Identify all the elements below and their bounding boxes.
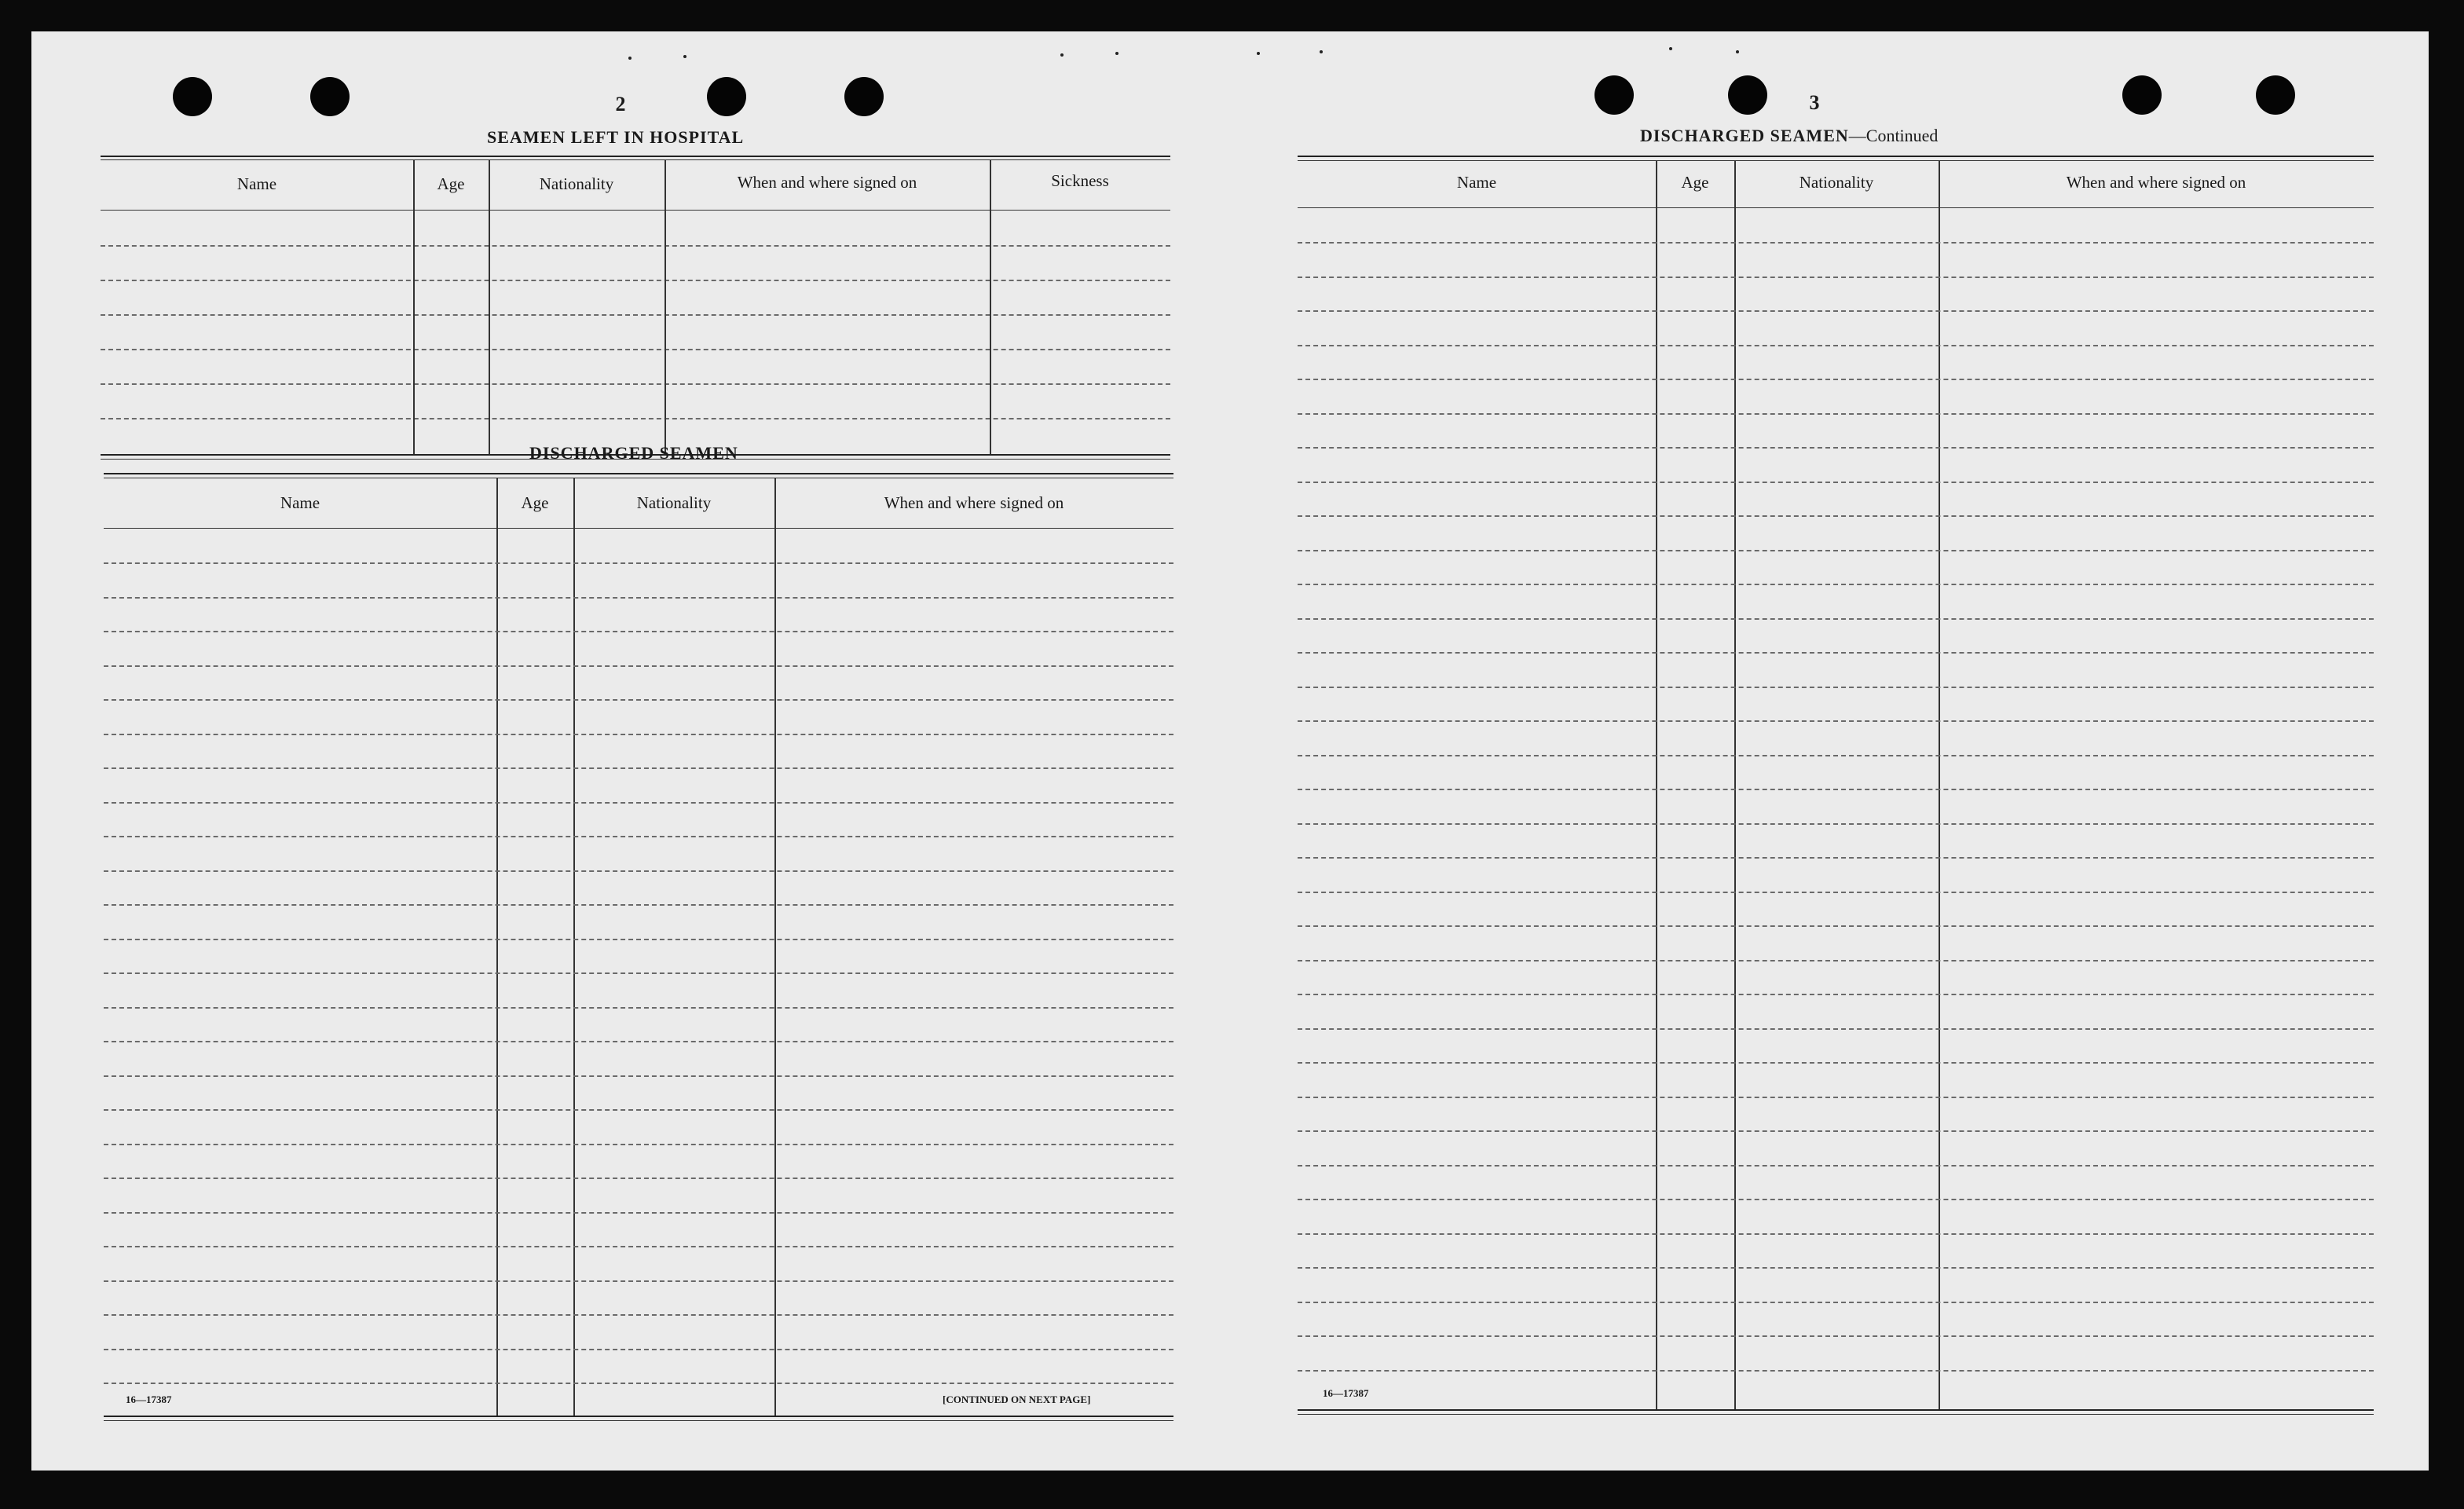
entry-row-line xyxy=(1298,413,2374,415)
entry-row-line xyxy=(104,1041,1173,1042)
entry-row-line xyxy=(104,631,1173,632)
column-header-name: Name xyxy=(1456,173,1497,192)
speck xyxy=(1115,52,1119,55)
speck xyxy=(1736,50,1739,53)
column-header-age: Age xyxy=(437,174,465,193)
form-number-right: 16—17387 xyxy=(1323,1387,1369,1399)
entry-row-line xyxy=(1298,1097,2374,1098)
entry-row-line xyxy=(104,939,1173,940)
punch-hole xyxy=(1594,75,1634,115)
entry-row-line xyxy=(104,1212,1173,1214)
entry-row-line xyxy=(1298,720,2374,722)
entry-row-line xyxy=(1298,1199,2374,1200)
entry-row-line xyxy=(104,665,1173,667)
continued-note: [CONTINUED ON NEXT PAGE] xyxy=(943,1394,1091,1405)
entry-row-line xyxy=(104,1280,1173,1282)
entry-row-line xyxy=(1298,447,2374,449)
entry-row-line xyxy=(104,699,1173,701)
discharged-section-title: DISCHARGED SEAMEN xyxy=(529,443,738,463)
hospital-table xyxy=(101,156,1170,462)
entry-row-line xyxy=(1298,1302,2374,1303)
entry-row-line xyxy=(1298,482,2374,483)
entry-row-line xyxy=(1298,925,2374,927)
entry-row-line xyxy=(1298,960,2374,961)
column-header-nationality: Nationality xyxy=(539,174,614,193)
entry-row-line xyxy=(1298,892,2374,893)
entry-row-line xyxy=(1298,1335,2374,1337)
form-number-left: 16—17387 xyxy=(126,1394,172,1405)
entry-row-line xyxy=(104,1075,1173,1077)
column-header-signed-on: When and where signed on xyxy=(884,493,1064,512)
punch-hole xyxy=(2122,75,2162,115)
entry-row-line xyxy=(1298,755,2374,756)
entry-row-line xyxy=(1298,310,2374,312)
entry-row-line xyxy=(104,870,1173,872)
column-header-age: Age xyxy=(521,493,549,512)
entry-row-line xyxy=(104,1246,1173,1247)
punch-hole xyxy=(310,77,350,116)
column-header-name: Name xyxy=(280,493,320,512)
column-header-sickness: Sickness xyxy=(1051,171,1109,190)
entry-row-line xyxy=(1298,1267,2374,1269)
punch-hole xyxy=(173,77,212,116)
speck xyxy=(683,55,686,58)
entry-row-line xyxy=(104,734,1173,735)
discharged-table xyxy=(104,473,1173,1423)
speck xyxy=(1257,52,1260,55)
entry-row-line xyxy=(104,1144,1173,1145)
speck xyxy=(1669,47,1672,50)
entry-row-line xyxy=(1298,1370,2374,1372)
entry-row-line xyxy=(1298,379,2374,380)
entry-row-line xyxy=(104,836,1173,837)
ledger-sheet xyxy=(31,31,2429,1471)
punch-hole xyxy=(844,77,884,116)
page-number-left: 2 xyxy=(615,93,626,115)
column-header-nationality: Nationality xyxy=(1799,173,1874,192)
entry-row-line xyxy=(104,802,1173,804)
entry-row-line xyxy=(1298,584,2374,585)
entry-row-line xyxy=(104,1349,1173,1350)
entry-row-line xyxy=(1298,1028,2374,1030)
speck xyxy=(1060,53,1064,57)
entry-row-line xyxy=(1298,994,2374,995)
entry-row-line xyxy=(104,597,1173,599)
discharged-continued-table xyxy=(1298,156,2374,1419)
entry-row-line xyxy=(1298,242,2374,244)
entry-row-line xyxy=(1298,345,2374,346)
entry-row-line xyxy=(1298,857,2374,859)
entry-row-line xyxy=(104,972,1173,974)
column-header-nationality: Nationality xyxy=(636,493,712,512)
discharged-continued-title xyxy=(1640,126,1938,146)
entry-row-line xyxy=(104,1314,1173,1316)
column-header-signed-on: When and where signed on xyxy=(737,173,917,192)
entry-row-line xyxy=(104,1383,1173,1384)
entry-row-line xyxy=(104,1178,1173,1179)
column-header-signed-on: When and where signed on xyxy=(2066,173,2246,192)
entry-row-line xyxy=(1298,789,2374,790)
entry-row-line xyxy=(1298,1233,2374,1235)
column-header-age: Age xyxy=(1681,173,1709,192)
column-header-name: Name xyxy=(236,174,277,193)
entry-row-line xyxy=(1298,618,2374,620)
entry-row-line xyxy=(1298,1062,2374,1064)
punch-hole xyxy=(2256,75,2295,115)
title-main: DISCHARGED SEAMEN xyxy=(1640,126,1849,145)
entry-row-line xyxy=(1298,1165,2374,1167)
entry-row-line xyxy=(1298,277,2374,278)
entry-row-line xyxy=(104,562,1173,564)
entry-row-line xyxy=(104,767,1173,769)
speck xyxy=(1320,50,1323,53)
entry-row-line xyxy=(104,1007,1173,1009)
title-continued: —Continued xyxy=(1848,126,1939,145)
entry-row-line xyxy=(1298,823,2374,825)
entry-row-line xyxy=(1298,515,2374,517)
entry-row-line xyxy=(1298,687,2374,688)
entry-row-line xyxy=(104,904,1173,906)
entry-row-line xyxy=(1298,652,2374,654)
entry-row-line xyxy=(104,1109,1173,1111)
page-number-right: 3 xyxy=(1809,91,1820,114)
speck xyxy=(628,57,632,60)
punch-hole xyxy=(1728,75,1767,115)
punch-hole xyxy=(707,77,746,116)
entry-row-line xyxy=(1298,1130,2374,1132)
entry-row-line xyxy=(1298,550,2374,551)
hospital-section-title: SEAMEN LEFT IN HOSPITAL xyxy=(487,127,745,147)
